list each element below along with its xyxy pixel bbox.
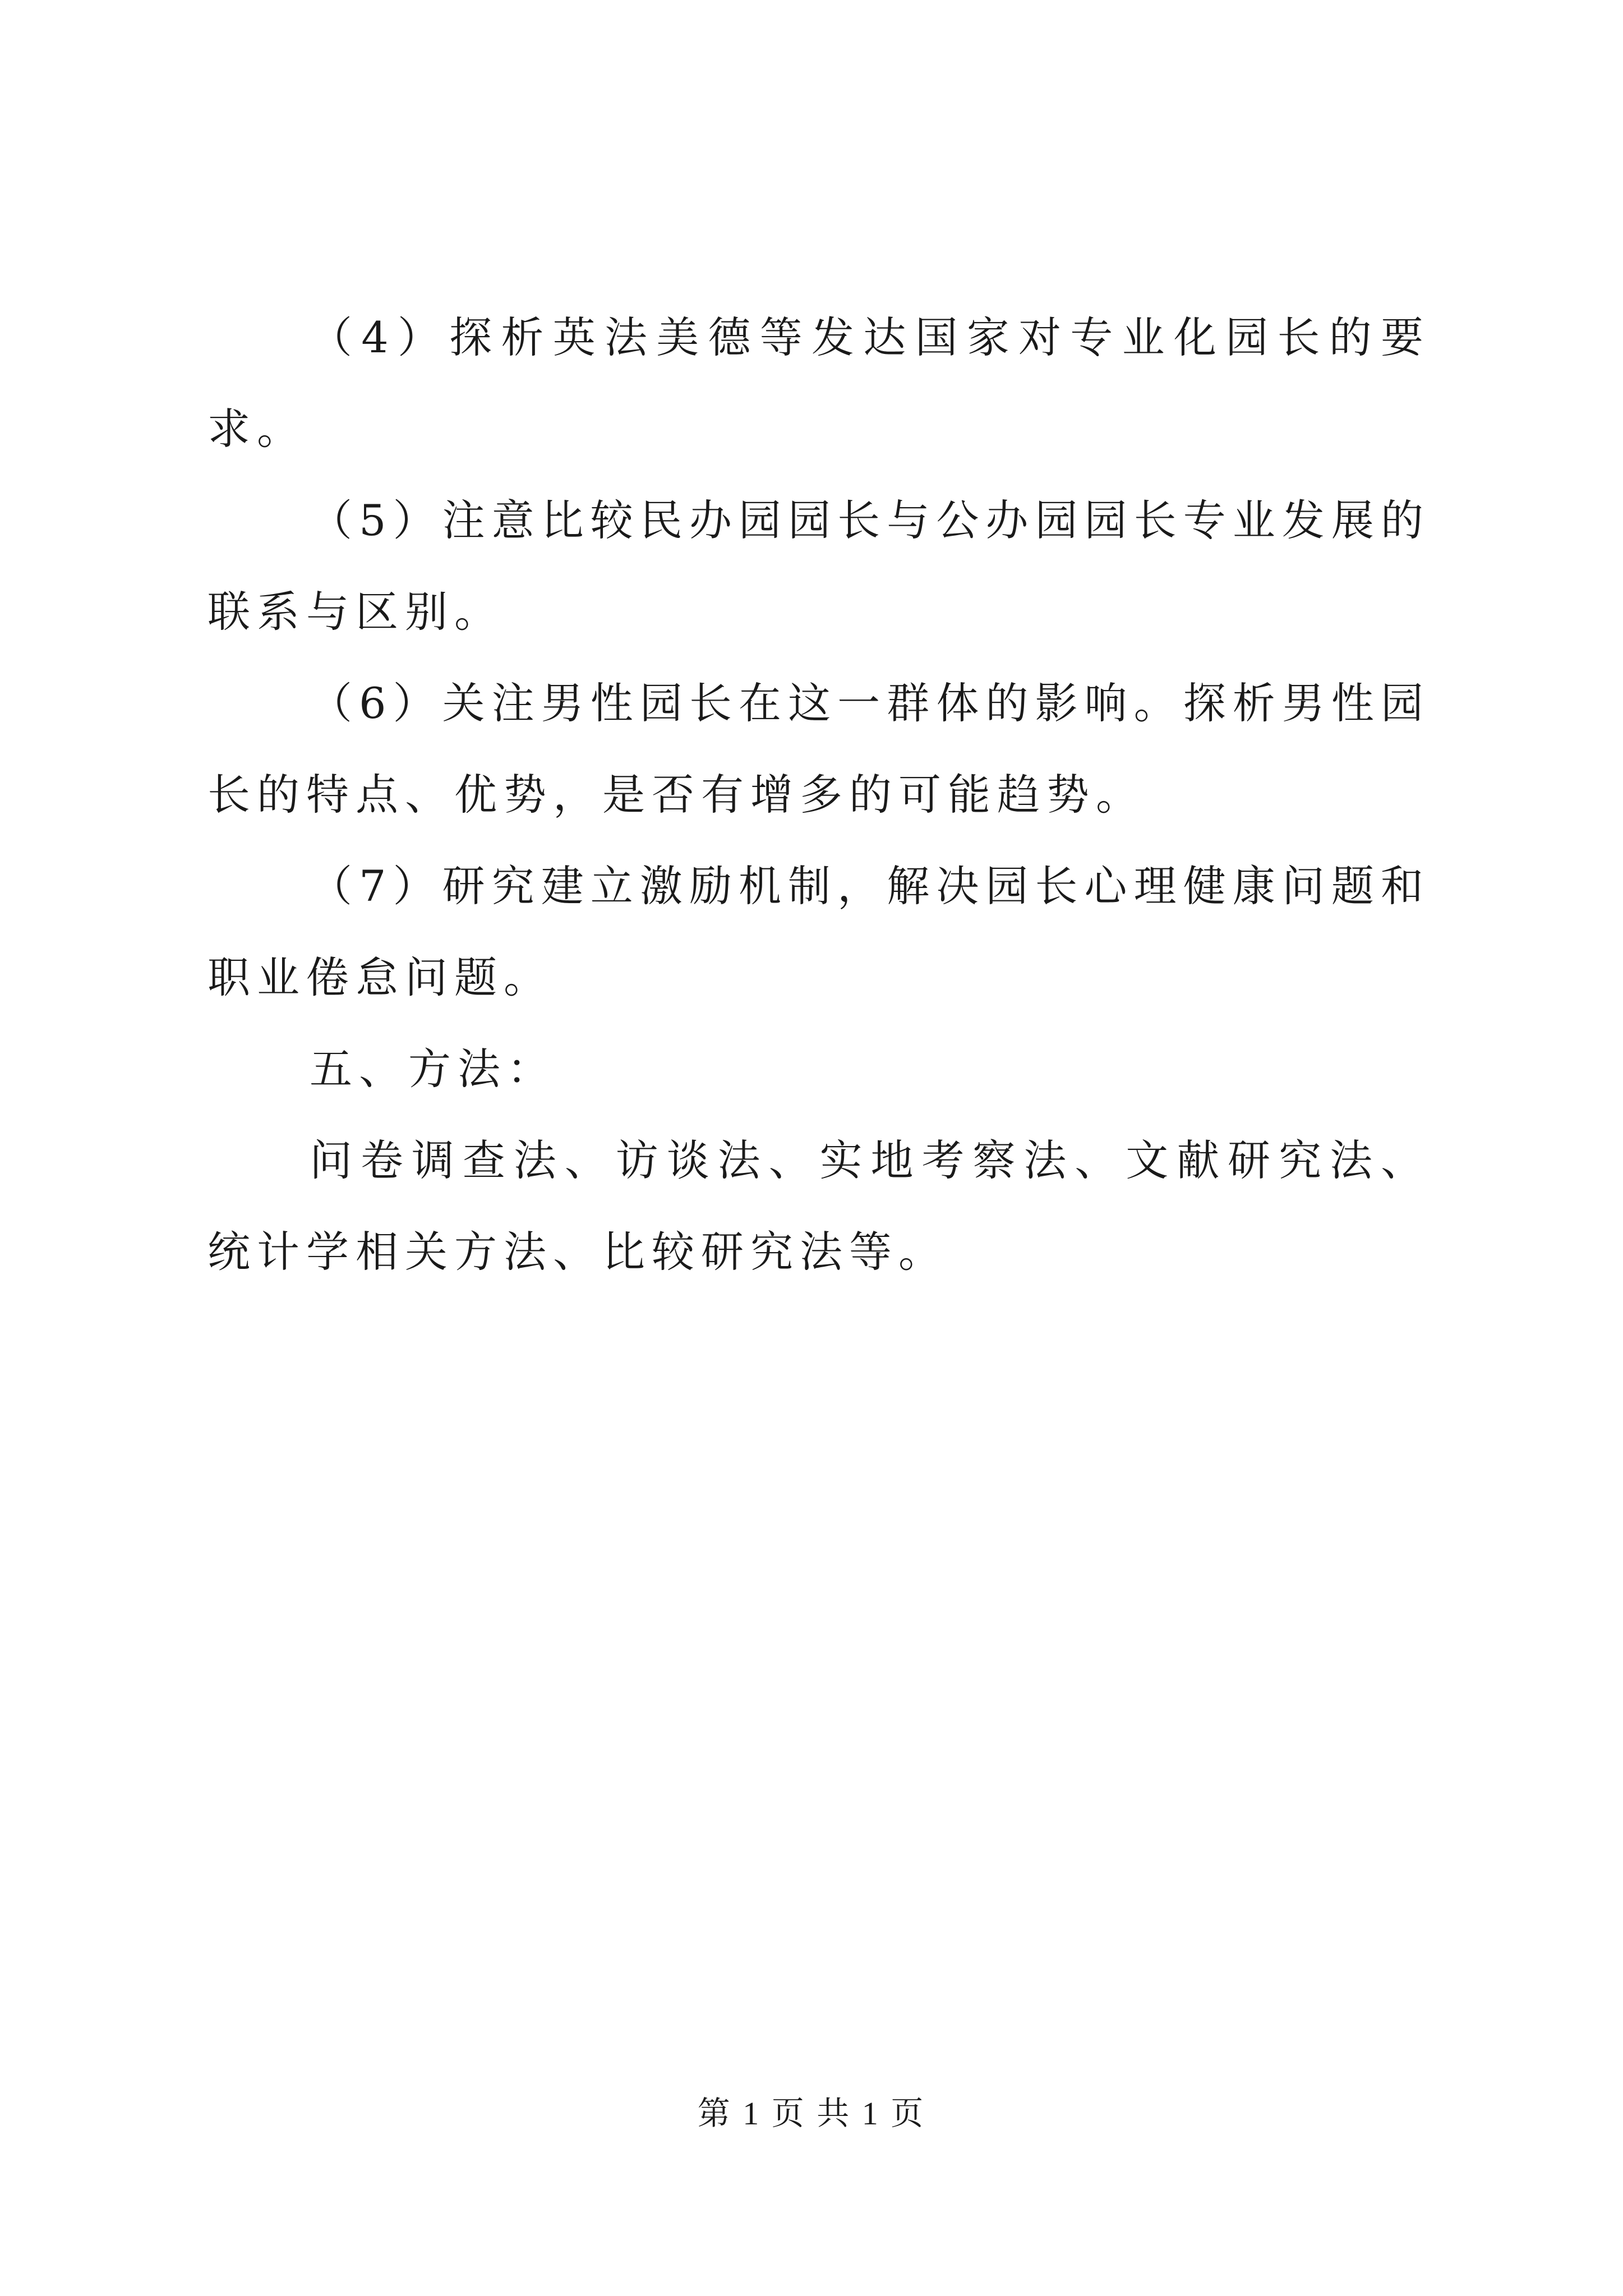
- paragraph-item-6: （6）关注男性园长在这一群体的影响。探析男性园长的特点、优势，是否有增多的可能趋势。: [208, 678, 1430, 820]
- paragraph-methods: 问卷调查法、访谈法、实地考察法、文献研究法、统计学相关方法、比较研究法等。: [208, 1135, 1430, 1277]
- section-heading-methods: 五、方法：: [310, 1044, 556, 1094]
- paragraph-item-5: （5）注意比较民办园园长与公办园园长专业发展的联系与区别。: [208, 495, 1430, 637]
- document-body: [208, 292, 1430, 1297]
- paragraph-item-4: （4）探析英法美德等发达国家对专业化园长的要求。: [208, 312, 1430, 454]
- paragraph-item-7: （7）研究建立激励机制，解决园长心理健康问题和职业倦怠问题。: [208, 861, 1430, 1002]
- page-footer: 第 1 页 共 1 页: [697, 2095, 926, 2132]
